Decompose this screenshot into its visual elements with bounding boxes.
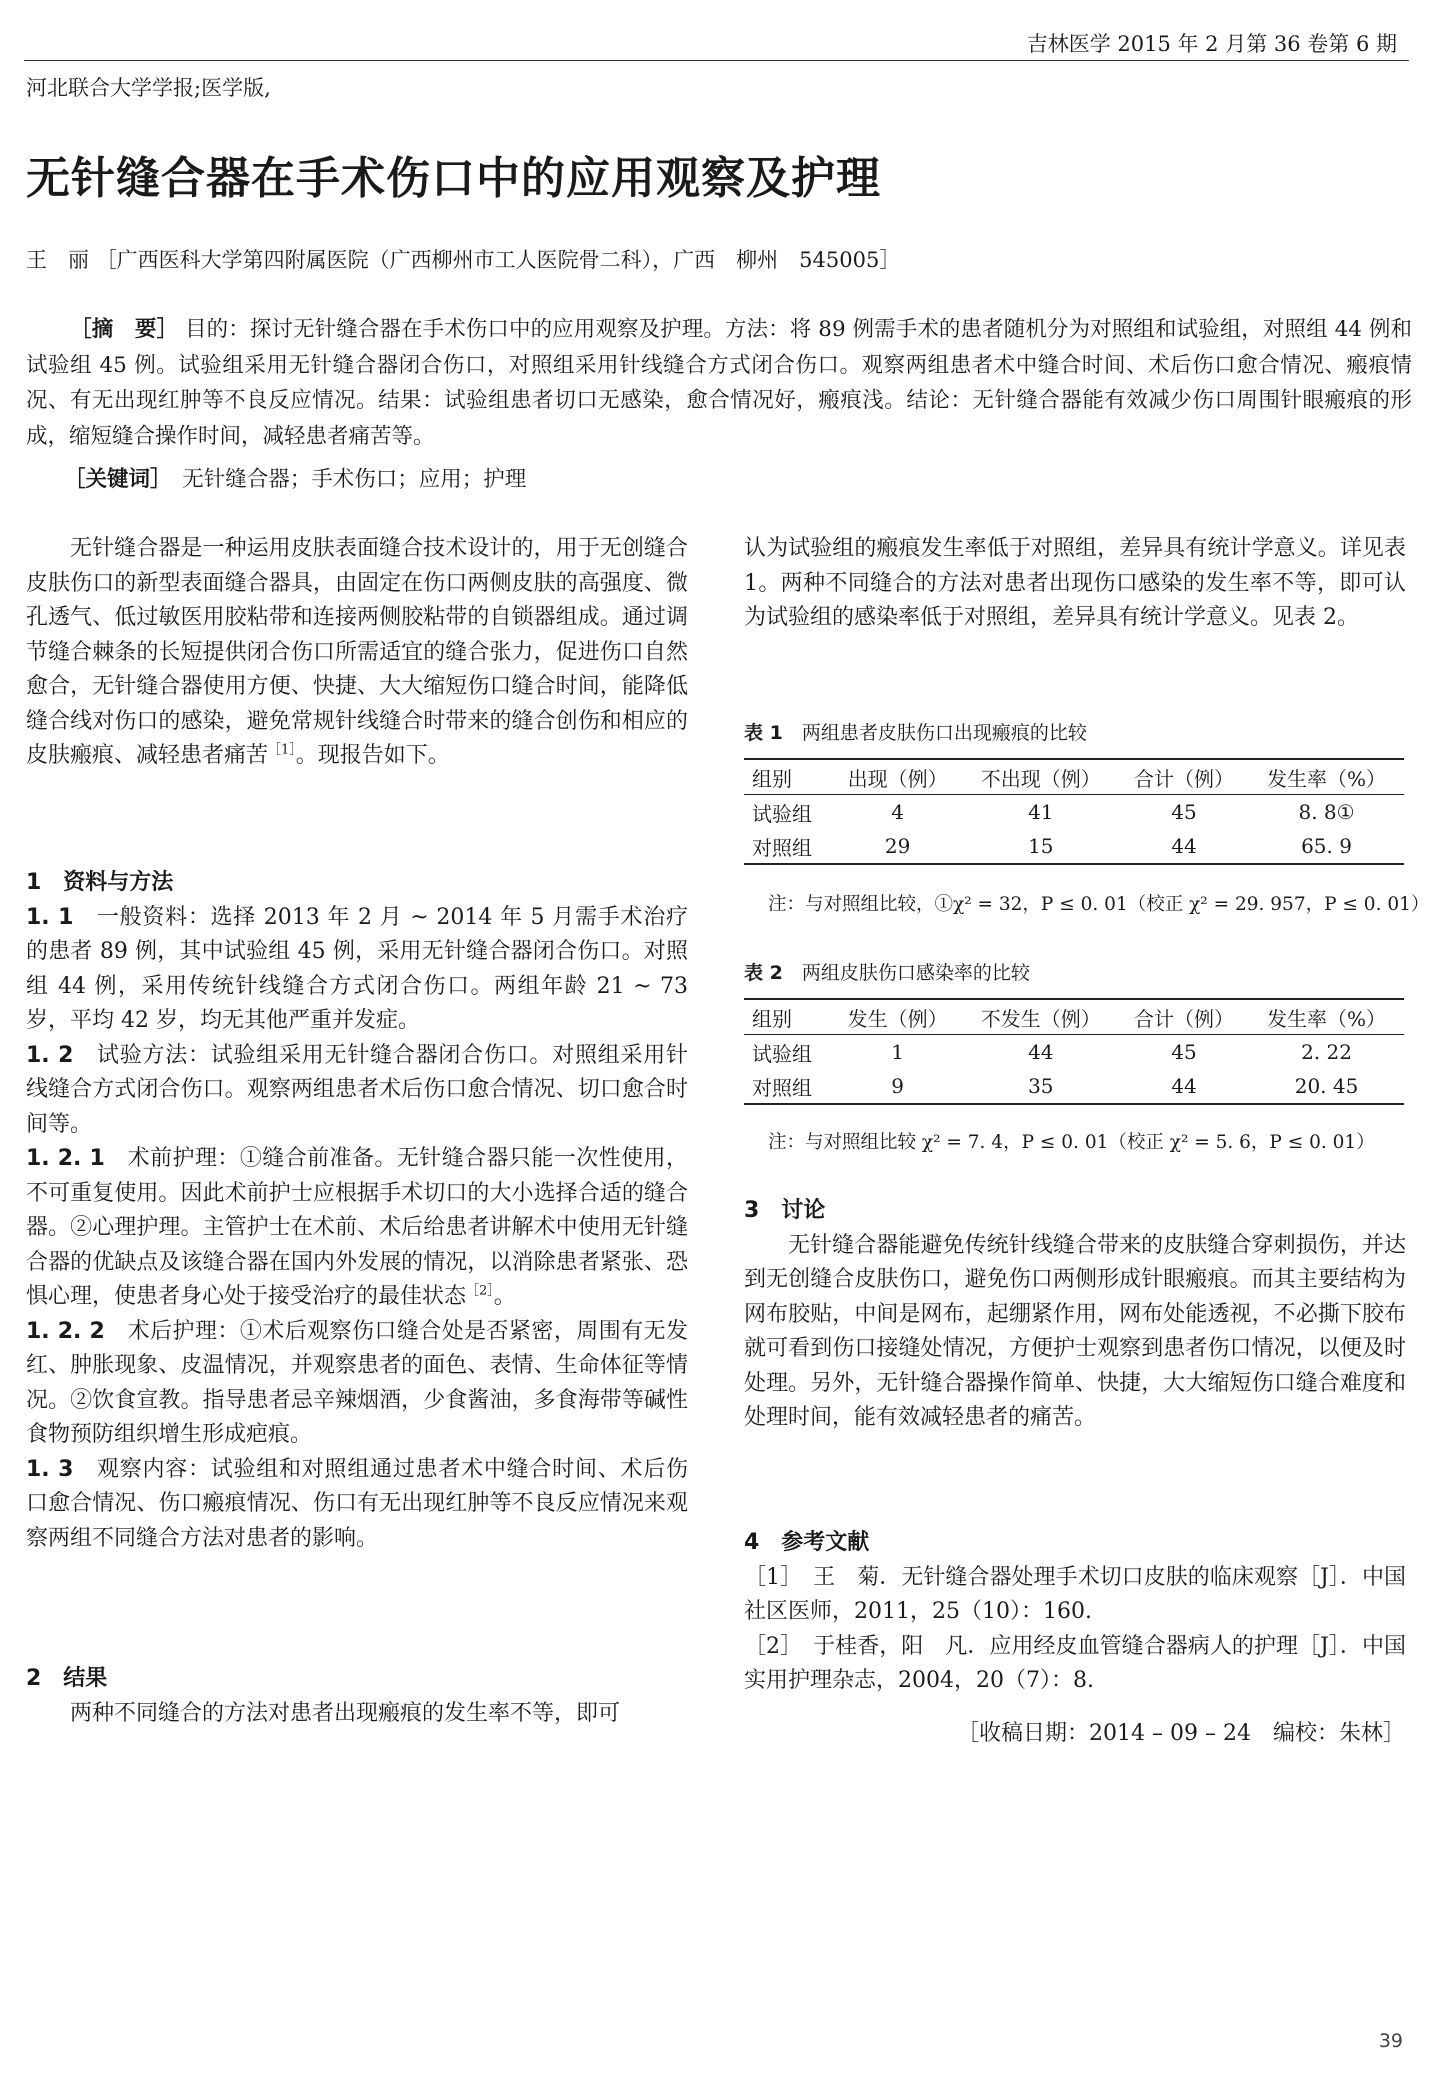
table-row xyxy=(744,795,1404,830)
table-cell: 对照组 xyxy=(752,835,812,860)
intro-text: 无针缝合器是一种运用皮肤表面缝合技术设计的，用于无创缝合皮肤伤口的新型表面缝合器具，由固定在伤口两侧皮肤的高强度、微孔透气、低过敏医用胶粘带和连接两侧胶粘带的自锁器组成。通过调节缝合棘条的长短提供闭合伤口所需适宜的缝合张力，促进伤口自然愈合，无针缝合器使用方便、快捷、大大缩短伤口缝合时间，能降低缝合线对伤口的感染，避免常规针线缝合时带来的缝合创伤和相应的皮肤瘢痕、减轻患者痛苦 xyxy=(26,536,688,768)
section-1-1 xyxy=(26,901,688,1039)
section-1-1-label: 1. 1 xyxy=(26,904,74,930)
table-cell: 35 xyxy=(1028,1074,1054,1098)
header-rule xyxy=(24,60,1409,61)
table-cell: 44 xyxy=(1171,834,1197,858)
table-2-caption xyxy=(744,958,1030,985)
table-row xyxy=(744,1069,1404,1104)
section-1-2-2-text: 术后护理：①术后观察伤口缝合处是否紧密，周围有无发红、肿胀现象、皮温情况，并观察患者的面色、表情、生命体征等情况。②饮食宣教。指导患者忌辛辣烟酒，少食酱油，多食海带等碱性食物预防组织增生形成疤痕。 xyxy=(26,1318,688,1447)
table-cell: 9 xyxy=(891,1074,904,1098)
table-cell: 29 xyxy=(884,834,911,858)
table-2-header: 发生（例） xyxy=(847,1006,948,1031)
journal-header: 吉林医学 2015 年 2 月第 36 卷第 6 期 xyxy=(1026,32,1397,56)
table-2-header: 组别 xyxy=(752,1006,792,1031)
table-cell: 4 xyxy=(891,800,904,824)
table-cell: 41 xyxy=(1028,800,1054,824)
section-1-2-label: 1. 2 xyxy=(26,1042,74,1068)
section-1-1-text: 一般资料：选择 2013 年 2 月 ~ 2014 年 5 月需手术治疗的患者 89 例，其中试验组 45 例，采用无针缝合器闭合伤口。对照组 44 例，采用传统针线缝合方式闭合伤口。两组年龄 21 ~ 73 岁，平均 42 岁，均无其他严重并发症。 xyxy=(26,904,688,1033)
table-2-header: 合计（例） xyxy=(1133,1006,1234,1031)
right-column-references xyxy=(744,1526,1406,1699)
author-name: 王 丽 xyxy=(26,248,89,272)
table-1-header: 组别 xyxy=(752,766,792,791)
table-1-header: 合计（例） xyxy=(1133,766,1234,791)
section-1-3 xyxy=(26,1453,688,1557)
keywords xyxy=(64,462,526,493)
right-column-discussion xyxy=(744,1194,1406,1436)
table-cell: 44 xyxy=(1028,1040,1054,1064)
left-column-methods xyxy=(26,866,688,1556)
table-2 xyxy=(744,998,1404,1105)
section-1-2-text: 试验方法：试验组采用无针缝合器闭合伤口。对照组采用针线缝合方式闭合伤口。观察两组患者术后伤口愈合情况、切口愈合时间等。 xyxy=(26,1042,688,1137)
section-4-heading: 4 参考文献 xyxy=(744,1530,870,1555)
table-cell: 对照组 xyxy=(752,1075,812,1100)
section-1-2-1 xyxy=(26,1142,688,1315)
table-1-note: 注：与对照组比较，①χ² = 32，P ≤ 0. 01（校正 χ² = 29. 957，P ≤ 0. 01） xyxy=(768,894,1430,915)
author-affiliation: ［广西医科大学第四附属医院（广西柳州市工人医院骨二科），广西 柳州 545005］ xyxy=(95,248,901,272)
section-3-heading: 3 讨论 xyxy=(744,1198,826,1223)
section-1-heading: 1 资料与方法 xyxy=(26,870,174,895)
article-title: 无针缝合器在手术伤口中的应用观察及护理 xyxy=(26,153,881,204)
section-3-text: 无针缝合器能避免传统针线缝合带来的皮肤缝合穿刺损伤，并达到无创缝合皮肤伤口，避免伤口两侧形成针眼瘢痕。而其主要结构为网布胶贴，中间是网布，起绷紧作用，网布处能透视，不必撕下胶布就可看到伤口接缝处情况，方便护士观察到患者伤口情况，以便及时处理。另外，无针缝合器操作简单、快捷，大大缩短伤口缝合难度和处理时间，能有效减轻患者的痛苦。 xyxy=(744,1232,1406,1430)
author-line xyxy=(26,244,900,274)
abstract-text: 目的：探讨无针缝合器在手术伤口中的应用观察及护理。方法：将 89 例需手术的患者随机分为对照组和试验组，对照组 44 例和试验组 45 例。试验组采用无针缝合器闭合伤口，对照组采用针线缝合方式闭合伤口。观察两组患者术中缝合时间、术后伤口愈合情况、瘢痕情况、有无出现红肿等不良反应情况。结果：试验组患者切口无感染，愈合情况好，瘢痕浅。结论：无针缝合器能有效减少伤口周围针眼瘢痕的形成，缩短缝合操作时间，减轻患者痛苦等。 xyxy=(26,317,1412,449)
table-2-title: 两组皮肤伤口感染率的比较 xyxy=(801,962,1030,984)
table-2-header: 发生率（%） xyxy=(1267,1006,1387,1031)
keywords-label: ［关键词］ xyxy=(64,467,161,492)
table-1-title: 两组患者皮肤伤口出现瘢痕的比较 xyxy=(801,722,1087,744)
table-row xyxy=(744,1035,1404,1070)
section-2-text: 两种不同缝合的方法对患者出现瘢痕的发生率不等，即可 xyxy=(70,1700,621,1726)
table-cell: 45 xyxy=(1171,800,1197,824)
left-column-intro xyxy=(26,532,688,774)
abstract xyxy=(26,312,1412,454)
results-continued: 认为试验组的瘢痕发生率低于对照组，差异具有统计学意义。详见表 1。两种不同缝合的方法对患者出现伤口感染的发生率不等，即可认为试验组的感染率低于对照组，差异具有统计学意义。见表 2。 xyxy=(744,536,1406,630)
section-1-2-1-text: 术前护理：①缝合前准备。无针缝合器只能一次性使用，不可重复使用。因此术前护士应根据手术切口的大小选择合适的缝合器。②心理护理。主管护士在术前、术后给患者讲解术中使用无针缝合器的优缺点及该缝合器在国内外发展的情况，以消除患者紧张、恐惧心理，使患者身心处于接受治疗的最佳状态 xyxy=(26,1146,688,1309)
page-number: 39 xyxy=(1378,2030,1403,2052)
reference-item: ［2］ 于桂香，阳 凡．应用经皮血管缝合器病人的护理［J］．中国实用护理杂志，2004，20（7）：8. xyxy=(744,1633,1406,1693)
table-cell: 45 xyxy=(1171,1040,1197,1064)
table-cell: 1 xyxy=(891,1040,904,1064)
section-1-3-text: 观察内容：试验组和对照组通过患者术中缝合时间、术后伤口愈合情况、伤口瘢痕情况、伤口有无出现红肿等不良反应情况来观察两组不同缝合方法对患者的影响。 xyxy=(26,1456,688,1551)
citation-2: ［2］ xyxy=(466,1283,494,1299)
table-2-header: 不发生（例） xyxy=(980,1006,1101,1031)
table-cell: 2. 22 xyxy=(1301,1040,1352,1064)
left-column-results xyxy=(26,1662,688,1731)
section-1-2-2 xyxy=(26,1315,688,1453)
table-1 xyxy=(744,758,1404,865)
right-column-cont xyxy=(744,532,1406,636)
table-cell: 20. 45 xyxy=(1294,1074,1359,1098)
table-cell: 44 xyxy=(1171,1074,1197,1098)
citation-1: ［1］ xyxy=(268,742,296,758)
table-1-header: 不出现（例） xyxy=(980,766,1101,791)
section-1-2-1-label: 1. 2. 1 xyxy=(26,1146,105,1171)
table-cell: 8. 8① xyxy=(1298,800,1355,824)
table-cell: 15 xyxy=(1028,834,1054,858)
table-1-label: 表 1 xyxy=(744,722,783,744)
table-1-header: 发生率（%） xyxy=(1267,766,1387,791)
table-2-note: 注：与对照组比较 χ² = 7. 4，P ≤ 0. 01（校正 χ² = 5. 6，P ≤ 0. 01） xyxy=(768,1132,1375,1153)
section-1-2-2-label: 1. 2. 2 xyxy=(26,1318,105,1344)
intro-end: 。现报告如下。 xyxy=(295,743,450,768)
header-left-text: 河北联合大学学报;医学版, xyxy=(26,76,271,100)
intro-paragraph xyxy=(26,532,688,774)
table-cell: 试验组 xyxy=(752,801,812,826)
table-cell: 65. 9 xyxy=(1301,834,1352,858)
section-2-heading: 2 结果 xyxy=(26,1666,108,1691)
table-2-header-row xyxy=(744,999,1404,1035)
table-2-label: 表 2 xyxy=(744,962,783,984)
received-date: ［收稿日期：2014 – 09 – 24 编校：朱林］ xyxy=(957,1721,1405,1746)
section-1-3-label: 1. 3 xyxy=(26,1456,74,1482)
section-1-2 xyxy=(26,1039,688,1143)
table-1-header: 出现（例） xyxy=(847,766,948,791)
table-cell: 试验组 xyxy=(752,1041,812,1066)
table-1-header-row xyxy=(744,759,1404,795)
section-1-2-1-end: 。 xyxy=(493,1284,516,1309)
abstract-label: ［摘 要］ xyxy=(70,317,179,342)
reference-item: ［1］ 王 菊．无针缝合器处理手术切口皮肤的临床观察［J］．中国社区医师，2011，25（10）：160. xyxy=(744,1564,1406,1624)
table-row xyxy=(744,829,1404,864)
keywords-text: 无针缝合器；手术伤口；应用；护理 xyxy=(182,467,527,492)
table-1-caption xyxy=(744,718,1087,745)
